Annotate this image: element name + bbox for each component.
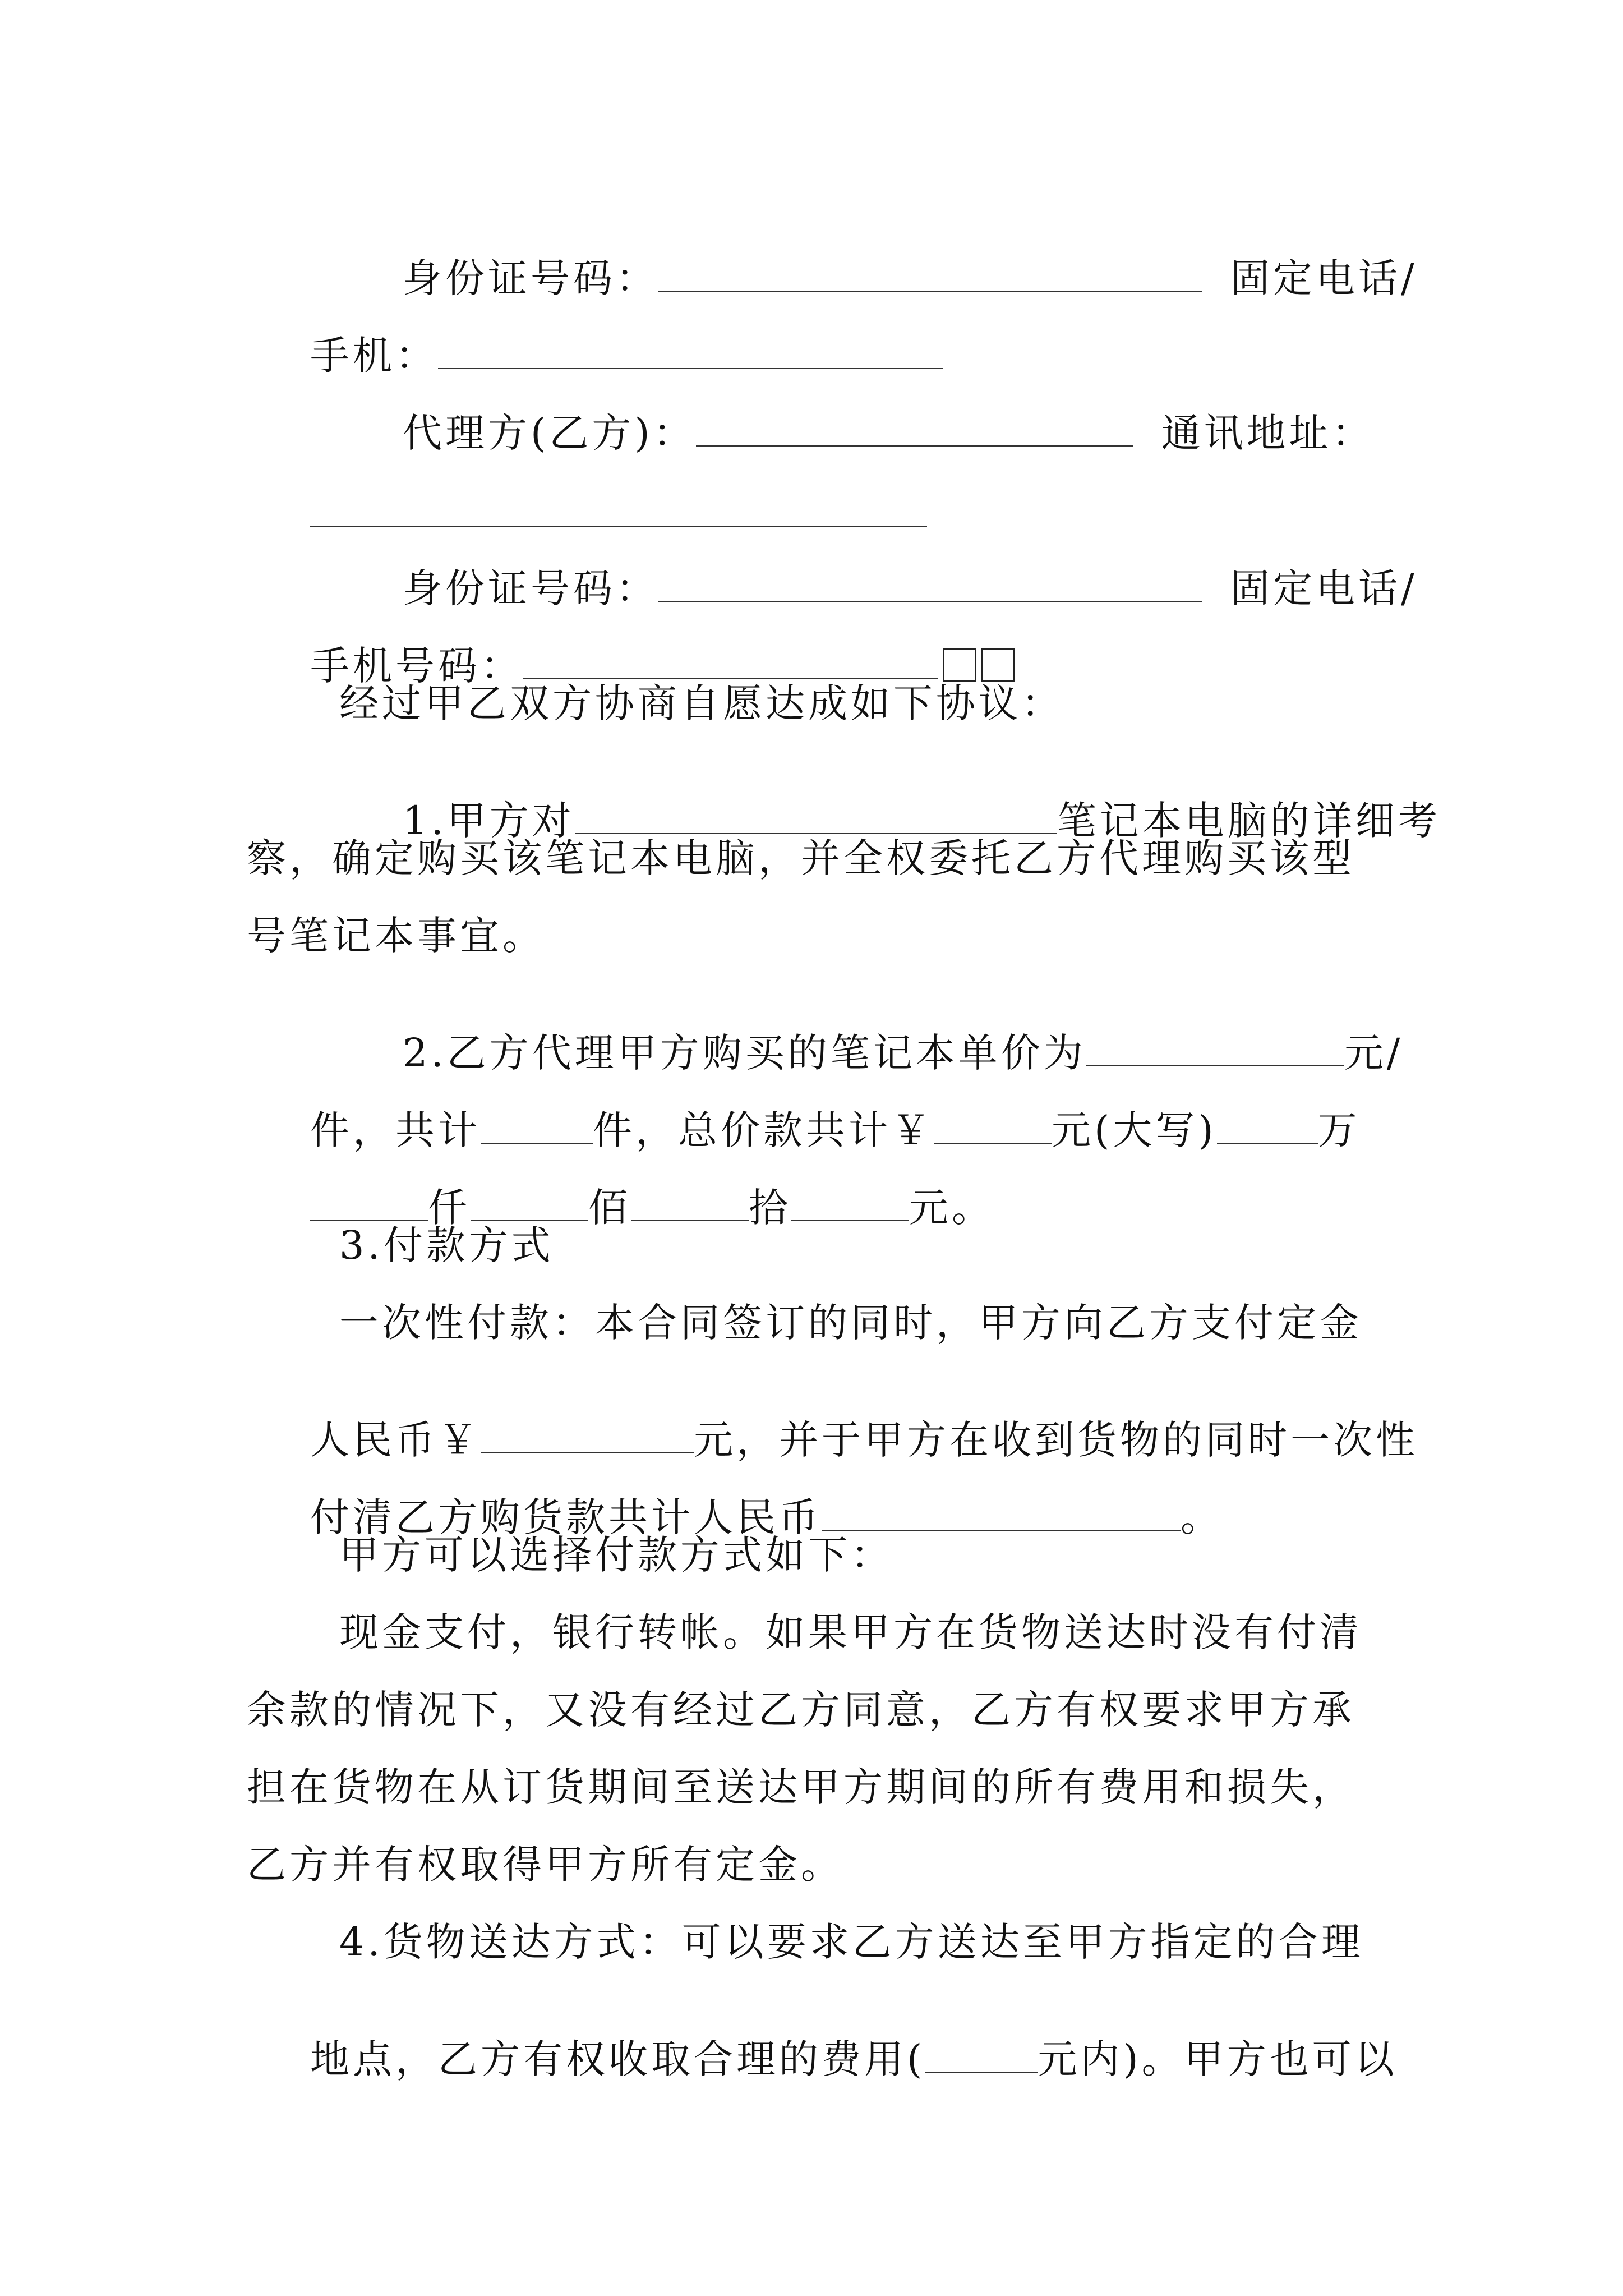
quantity-blank[interactable] (481, 1110, 593, 1144)
shi-label: 拾 (749, 1185, 792, 1231)
wan-blank[interactable] (1217, 1110, 1318, 1144)
payment-options-title: 甲方可以选择付款方式如下： (339, 1532, 893, 1578)
payment-options-line-1: 现金支付，银行转帐。如果甲方在货物送达时没有付清 (339, 1609, 1362, 1655)
payment-total-blank[interactable] (822, 1497, 1181, 1531)
payment-options-line-3: 担在货物在从订货期间至送达甲方期间的所有费用和损失， (247, 1764, 1355, 1810)
clause-1-line-2: 察，确定购买该笔记本电脑，并全权委托乙方代理购买该型 (247, 835, 1355, 881)
bai-label: 佰 (588, 1185, 631, 1231)
delivery-fee-blank[interactable] (925, 2039, 1038, 2073)
clause-3-title: 3.付款方式 (339, 1222, 554, 1268)
payment-total-end: 。 (1181, 1494, 1224, 1540)
capital-label: 元(大写) (1052, 1107, 1217, 1153)
payment-total-label: 付清乙方购货款共计人民币 (310, 1494, 822, 1540)
delivery-fee-label: 地点，乙方有权收取合理的费用( (310, 2036, 926, 2082)
unit-price-blank[interactable] (1086, 1033, 1344, 1066)
bai-blank[interactable] (471, 1188, 588, 1221)
agent-mobile-label: 手机号码： (310, 643, 524, 689)
agent-label: 代理方(乙方)： (403, 410, 696, 456)
deposit-blank[interactable] (481, 1420, 694, 1453)
clause-1-end: 笔记本电脑的详细考 (1057, 798, 1441, 844)
laptop-model-blank[interactable] (575, 800, 1057, 834)
id-number-label: 身份证号码： (403, 255, 659, 301)
total-price-label: 件，总价款共计￥ (593, 1107, 934, 1153)
fixed-phone-label: 固定电话/ (1230, 255, 1418, 301)
total-price-blank[interactable] (934, 1110, 1052, 1144)
unit-price-unit: 元/ (1344, 1030, 1404, 1076)
deposit-rest: 元，并于甲方在收到货物的同时一次性 (694, 1417, 1419, 1463)
agreement-intro: 经过甲乙双方协商自愿达成如下协议： (339, 680, 1064, 726)
shi-blank[interactable] (631, 1188, 749, 1221)
deposit-label: 人民币￥ (310, 1417, 481, 1463)
delivery-fee-rest: 元内)。甲方也可以 (1038, 2036, 1398, 2082)
wan-label: 万 (1317, 1107, 1361, 1153)
mobile-blank[interactable] (438, 335, 943, 369)
address-label: 通讯地址： (1161, 410, 1375, 456)
unit-price-label: 2.乙方代理甲方购买的笔记本单价为 (403, 1030, 1086, 1076)
id-number-blank[interactable] (658, 258, 1202, 292)
agent-id-number-label: 身份证号码： (403, 565, 659, 611)
mobile-label: 手机： (310, 333, 439, 379)
qian-blank[interactable] (310, 1188, 428, 1221)
address-blank[interactable] (310, 494, 927, 527)
payment-options-line-4: 乙方并有权取得甲方所有定金。 (247, 1842, 843, 1888)
clause-4-line-1: 4.货物送达方式：可以要求乙方送达至甲方指定的合理 (339, 1919, 1364, 1965)
clause-1-start: 1.甲方对 (403, 798, 575, 844)
qian-label: 仟 (428, 1185, 471, 1231)
yuan-blank[interactable] (791, 1188, 909, 1221)
clause-1-line-3: 号笔记本事宜。 (247, 913, 545, 959)
checkbox-2[interactable] (981, 648, 1015, 682)
agent-fixed-phone-label: 固定电话/ (1230, 565, 1418, 611)
agent-id-number-blank[interactable] (658, 568, 1202, 602)
clause-4-line-2 (247, 2000, 1398, 2118)
checkbox-1[interactable] (943, 648, 976, 682)
agent-name-blank[interactable] (696, 413, 1133, 447)
yuan-label: 元。 (909, 1185, 995, 1231)
lump-sum-line-1: 一次性付款：本合同签订的同时，甲方向乙方支付定金 (339, 1300, 1362, 1346)
agent-mobile-blank[interactable] (523, 646, 938, 679)
payment-options-line-2: 余款的情况下，又没有经过乙方同意，乙方有权要求甲方承 (247, 1687, 1355, 1733)
quantity-label: 件，共计 (310, 1107, 481, 1153)
